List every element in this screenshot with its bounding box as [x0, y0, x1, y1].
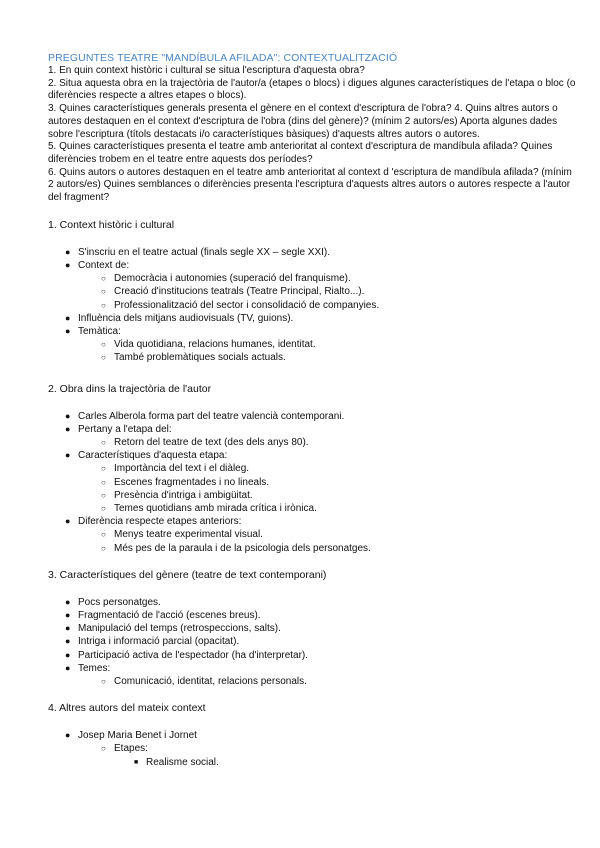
questions-block [48, 65, 580, 205]
list-item [48, 272, 580, 285]
list-item-text: Menys teatre experimental visual. [114, 529, 263, 541]
list-item-text: Manipulació del temps (retrospeccions, salts). [78, 623, 281, 635]
bullet-icon: ● [65, 259, 71, 270]
question-5: 5. Quines característiques presenta el teatre amb anterioritat al context d'escriptura de mandíbula afilada? Quines diferències trobem en el teatre entre aquests dos períodes? [48, 141, 553, 165]
list-item-text: Creació d'institucions teatrals (Teatre Principal, Rialto...). [114, 286, 365, 298]
document-content [48, 51, 580, 769]
bullet-icon: ● [65, 312, 71, 323]
list-item-text: Comunicació, identitat, relacions personals. [114, 676, 307, 688]
list-item [48, 649, 580, 662]
list-item [48, 436, 580, 449]
bullet-icon: ○ [101, 287, 106, 297]
list-item [48, 635, 580, 648]
list-item [48, 462, 580, 475]
list-item-text: Diferència respecte etapes anteriors: [78, 516, 242, 528]
section-heading: 2. Obra dins la trajectòria de l'autor [48, 382, 212, 395]
list-item-text: Democràcia i autonomies (superació del franquisme). [114, 273, 351, 285]
bullet-icon: ○ [101, 353, 106, 363]
bullet-icon: ○ [101, 490, 106, 500]
section-list [48, 410, 580, 555]
list-item [48, 423, 580, 436]
list-item [48, 596, 580, 609]
list-item-text: Escenes fragmentades i no lineals. [114, 476, 270, 488]
section-1 [48, 219, 580, 365]
list-item-text: També problemàtiques socials actuals. [114, 352, 286, 364]
section-list [48, 596, 580, 688]
bullet-icon: ● [65, 450, 71, 461]
bullet-icon: ● [65, 423, 71, 434]
list-item [48, 542, 580, 555]
list-item [48, 285, 580, 298]
list-item-text: Context de: [78, 259, 130, 271]
answer-sections [48, 219, 580, 769]
list-item [48, 299, 580, 312]
section-heading: 1. Context històric i cultural [48, 218, 175, 231]
list-item [48, 729, 580, 742]
list-item [48, 622, 580, 635]
section-3 [48, 569, 580, 688]
bullet-icon: ○ [101, 274, 106, 284]
bullet-icon: ■ [134, 758, 139, 766]
list-item [48, 742, 580, 755]
bullet-icon: ● [65, 325, 71, 336]
bullet-icon: ● [65, 596, 71, 607]
list-item-text: Temàtica: [78, 325, 121, 337]
section-2 [48, 383, 580, 555]
list-item-text: Intriga i informació parcial (opacitat). [78, 636, 240, 648]
list-item [48, 351, 580, 364]
question-1: 1. En quin context històric i cultural se situa l'escriptura d'aquesta obra? [48, 65, 365, 76]
bullet-icon: ○ [101, 437, 106, 447]
list-item-text: Fragmentació de l'acció (escenes breus). [78, 610, 261, 621]
list-item-text: Característiques d'aquesta etapa: [78, 450, 228, 462]
bullet-icon: ○ [101, 677, 106, 687]
list-item [48, 609, 580, 622]
document-title: PREGUNTES TEATRE "MANDÍBULA AFILADA": CONTEXTUALITZACIÓ [48, 52, 398, 64]
list-item [48, 528, 580, 541]
list-item [48, 489, 580, 502]
list-item-text: Pertany a l'etapa del: [78, 423, 172, 435]
bullet-icon: ○ [101, 340, 106, 350]
bullet-icon: ○ [101, 300, 106, 310]
list-item-text: Realisme social. [146, 756, 219, 768]
list-item [48, 476, 580, 489]
list-item [48, 449, 580, 462]
bullet-icon: ● [65, 649, 71, 660]
list-item-text: Més pes de la paraula i de la psicologia dels personatges. [114, 542, 371, 554]
section-list [48, 246, 580, 365]
list-item-text: Professionalització del sector i consolidació de companyies. [114, 299, 380, 311]
list-item-text: S'inscriu en el teatre actual (finals segle XX – segle XXI). [78, 246, 331, 258]
list-item [48, 246, 580, 259]
list-item [48, 515, 580, 528]
list-item-text: Retorn del teatre de text (des dels anys 80). [114, 436, 309, 448]
bullet-icon: ● [65, 610, 71, 620]
list-item-text: Temes quotidians amb mirada crítica i irònica. [114, 502, 317, 514]
list-item [48, 675, 580, 688]
list-item-text: Presència d'intriga i ambigüitat. [114, 489, 253, 501]
bullet-icon: ○ [101, 543, 106, 553]
question-2: 2. Situa aquesta obra en la trajectòria de l'autor/a (etapes o blocs) i digues algunes característiques de l'etapa o bloc (o diferències respecte a altres etapes o blocs). [48, 77, 576, 102]
bullet-icon: ○ [101, 530, 106, 540]
list-item-text: Influència dels mitjans audiovisuals (TV, guions). [78, 312, 294, 324]
list-item-text: Importància del text i el diàleg. [114, 463, 250, 475]
list-item [48, 662, 580, 675]
list-item [48, 338, 580, 351]
list-item [48, 325, 580, 338]
list-item-text: Carles Alberola forma part del teatre valencià contemporani. [78, 410, 345, 422]
question-3-4: 3. Quines característiques generals presenta el gènere en el context d'escriptura de l'obra? 4. Quins altres autors o autores destaquen en el context d'escriptura de l'obra (dins del gènere)? (mínim 2 autors/es) Aporta algunes dades sobre l'escriptura (títols destacats i/o característiques bàsiques) d'aquests altres autors o autores. [48, 103, 558, 140]
list-item [48, 756, 580, 769]
bullet-icon: ● [65, 636, 71, 647]
list-item-text: Etapes: [114, 743, 148, 755]
list-item-text: Participació activa de l'espectador (ha d'interpretar). [78, 649, 309, 661]
bullet-icon: ● [65, 516, 71, 527]
bullet-icon: ● [65, 662, 71, 673]
list-item-text: Pocs personatges. [78, 596, 161, 608]
section-4 [48, 702, 580, 769]
bullet-icon: ○ [101, 477, 106, 487]
list-item [48, 312, 580, 325]
section-heading: 3. Característiques del gènere (teatre de text contemporani) [48, 568, 327, 581]
bullet-icon: ● [65, 623, 71, 634]
list-item [48, 259, 580, 272]
bullet-icon: ● [65, 730, 71, 741]
bullet-icon: ○ [101, 503, 106, 513]
bullet-icon: ○ [101, 744, 106, 754]
list-item [48, 410, 580, 423]
section-list [48, 729, 580, 769]
section-heading: 4. Altres autors del mateix context [48, 702, 206, 715]
bullet-icon: ● [65, 246, 71, 257]
bullet-icon: ● [65, 410, 71, 421]
list-item-text: Josep Maria Benet i Jornet [78, 730, 197, 742]
list-item-text: Vida quotidiana, relacions humanes, identitat. [114, 339, 316, 351]
list-item-text: Temes: [78, 662, 111, 674]
bullet-icon: ○ [101, 464, 106, 474]
question-6: 6. Quins autors o autores destaquen en el teatre amb anterioritat al context d 'escriptura de mandíbula afilada? (mínim 2 autors/es) Quines semblances o diferències presenta l'escriptura d'aquests altres autors o autores respecte a l'autor del fragment? [48, 166, 572, 204]
list-item [48, 502, 580, 515]
